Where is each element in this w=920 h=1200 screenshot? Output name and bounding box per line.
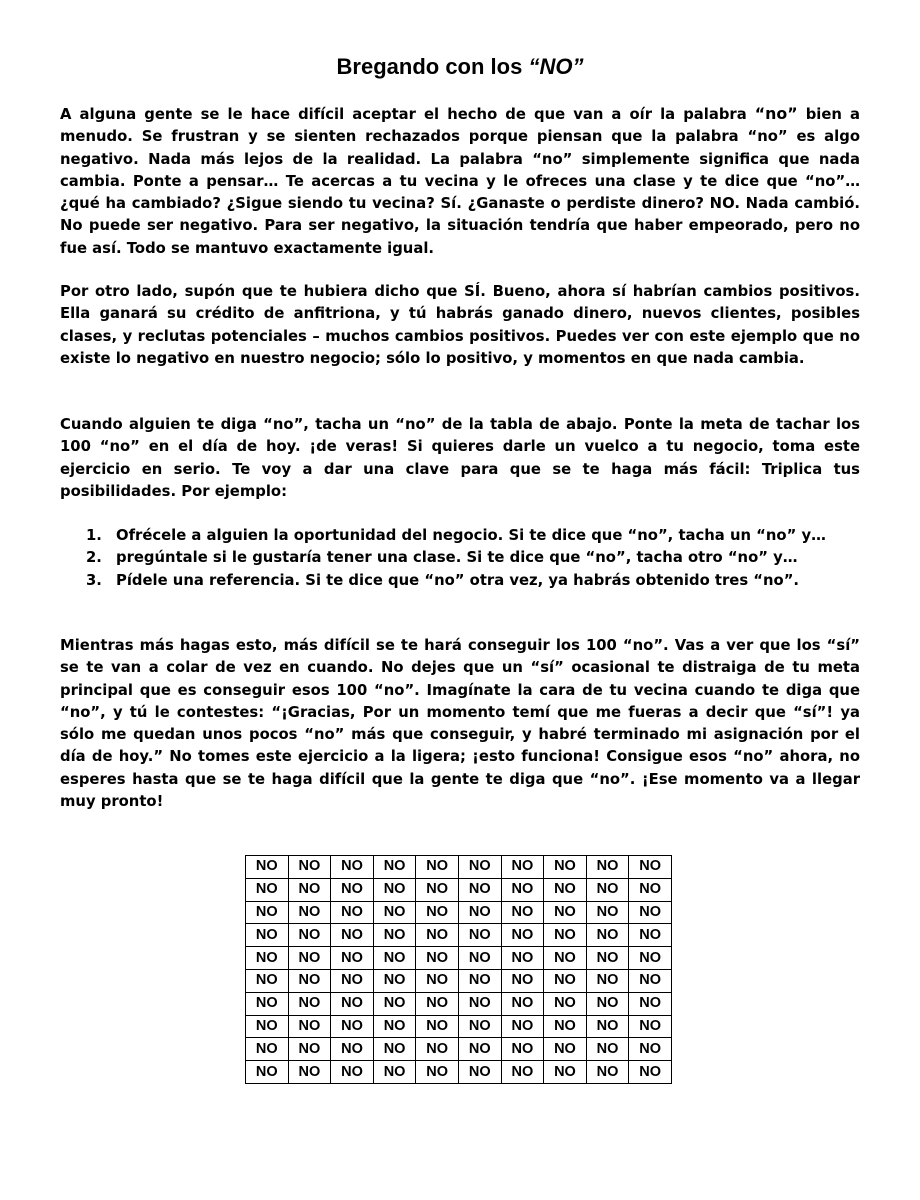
step-number: 2. (86, 549, 102, 567)
step-number: 3. (86, 571, 102, 589)
no-cell: NO (544, 947, 587, 970)
no-cell: NO (416, 856, 459, 879)
no-cell: NO (501, 992, 544, 1015)
no-cell: NO (458, 992, 501, 1015)
no-cell: NO (586, 969, 629, 992)
table-row (246, 901, 672, 924)
no-cell: NO (629, 1061, 672, 1084)
no-cell: NO (373, 969, 416, 992)
no-cell: NO (586, 1038, 629, 1061)
no-cell: NO (246, 947, 289, 970)
no-cell: NO (416, 878, 459, 901)
no-cell: NO (331, 1038, 374, 1061)
no-cell: NO (458, 947, 501, 970)
no-cell: NO (501, 969, 544, 992)
no-cell: NO (331, 856, 374, 879)
no-cell: NO (246, 1061, 289, 1084)
no-cell: NO (544, 878, 587, 901)
no-cell: NO (501, 878, 544, 901)
no-cell: NO (416, 969, 459, 992)
no-cell: NO (288, 947, 331, 970)
no-cell: NO (586, 924, 629, 947)
no-cell: NO (373, 901, 416, 924)
paragraph-intro (60, 103, 860, 260)
no-cell: NO (458, 901, 501, 924)
no-cell: NO (246, 901, 289, 924)
table-row (246, 947, 672, 970)
step-text: pregúntale si le gustaría tener una clase. Si te dice que “no”, tacha otro “no” y… (116, 549, 798, 567)
no-cell: NO (586, 856, 629, 879)
no-cell: NO (416, 924, 459, 947)
no-cell: NO (373, 1038, 416, 1061)
no-cell: NO (501, 947, 544, 970)
no-cell: NO (416, 992, 459, 1015)
no-cell: NO (544, 924, 587, 947)
no-cell: NO (288, 924, 331, 947)
table-row (246, 1015, 672, 1038)
no-cell: NO (288, 856, 331, 879)
no-cell: NO (629, 1038, 672, 1061)
no-cell: NO (246, 1015, 289, 1038)
no-cell: NO (331, 901, 374, 924)
paragraph-intro-start: A alguna gente se le hace difícil aceptar el hecho de que van a oír la palabra (60, 106, 755, 123)
no-cell: NO (501, 1015, 544, 1038)
list-item (86, 570, 860, 592)
no-cell: NO (586, 947, 629, 970)
no-cell: NO (544, 856, 587, 879)
no-cell: NO (246, 878, 289, 901)
no-cell: NO (331, 992, 374, 1015)
document-title (0, 53, 920, 81)
no-cell: NO (629, 969, 672, 992)
no-cell: NO (416, 901, 459, 924)
no-cell: NO (629, 878, 672, 901)
no-cell: NO (629, 992, 672, 1015)
no-cell: NO (246, 1038, 289, 1061)
table-row (246, 924, 672, 947)
title-emphasis: “NO” (528, 54, 584, 79)
no-cell: NO (331, 878, 374, 901)
no-cell: NO (373, 947, 416, 970)
no-cell: NO (288, 969, 331, 992)
table-row (246, 856, 672, 879)
no-cell: NO (458, 1038, 501, 1061)
no-cell: NO (246, 969, 289, 992)
no-cell: NO (458, 1015, 501, 1038)
no-cell: NO (331, 1061, 374, 1084)
no-cell: NO (288, 901, 331, 924)
title-text: Bregando con los (336, 54, 529, 79)
no-cell: NO (501, 856, 544, 879)
no-cell: NO (416, 1061, 459, 1084)
no-cell: NO (586, 1061, 629, 1084)
paragraph-instructions: Cuando alguien te diga “no”, tacha un “no” de la tabla de abajo. Ponte la meta de tachar los 100 “no” en el día de hoy. ¡de veras! Si quieres darle un vuelco a tu negocio, toma este ejercicio en serio. Te voy a dar una clave para que se te haga más fácil: Triplica tus posibilidades. Por ejemplo: (60, 416, 860, 500)
no-cell: NO (416, 1015, 459, 1038)
no-cell: NO (373, 1015, 416, 1038)
no-cell: NO (458, 878, 501, 901)
table-row (246, 969, 672, 992)
no-cell: NO (629, 901, 672, 924)
paragraph-intro-rest: bien a menudo. Se frustran y se sienten rechazados porque piensan que la palabra “no” es algo negativo. Nada más lejos de la realidad. La palabra “no” simplemente significa que nada cambia. Ponte a pensar… Te acercas a tu vecina y le ofreces una clase y te dice que “no”… ¿qué ha cambiado? ¿Sigue siendo tu vecina? Sí. ¿Ganaste o perdiste dinero? NO. Nada cambió. No puede ser negativo. Para ser negativo, la situación tendría que haber empeorado, pero no fue así. Todo se mantuvo exactamente igual. (60, 106, 860, 257)
no-cell: NO (331, 947, 374, 970)
no-cell: NO (331, 924, 374, 947)
no-cell: NO (373, 856, 416, 879)
paragraph-closing: Mientras más hagas esto, más difícil se te hará conseguir los 100 “no”. Vas a ver que los “sí” se te van a colar de vez en cuando. No dejes que un “sí” ocasional te distraiga de tu meta principal que es conseguir esos 100 “no”. Imagínate la cara de tu vecina cuando te diga que “no”, y tú le contestes: “¡Gracias, Por un momento temí que me fueras a decir que “sí”! ya sólo me quedan unos pocos “no” más que conseguir, y habré terminado mi asignación por el día de hoy.” No tomes este ejercicio a la ligera; ¡esto funciona! Consigue esos “no” ahora, no esperes hasta que se te haga difícil que la gente te diga que “no”. ¡Ese momento va a llegar muy pronto! (60, 637, 860, 811)
no-cell: NO (458, 1061, 501, 1084)
list-item (86, 525, 860, 547)
no-cell: NO (373, 1061, 416, 1084)
no-cell: NO (629, 856, 672, 879)
no-cell: NO (629, 924, 672, 947)
no-cell: NO (586, 901, 629, 924)
no-cell: NO (586, 1015, 629, 1038)
steps-list (86, 525, 860, 592)
no-cell: NO (458, 969, 501, 992)
no-cell: NO (544, 901, 587, 924)
no-cell: NO (246, 924, 289, 947)
no-cell: NO (458, 924, 501, 947)
no-cell: NO (288, 1015, 331, 1038)
no-cell: NO (629, 947, 672, 970)
no-cell: NO (458, 856, 501, 879)
no-cell: NO (501, 1061, 544, 1084)
no-cell: NO (501, 1038, 544, 1061)
table-row (246, 992, 672, 1015)
no-cell: NO (544, 1061, 587, 1084)
no-cell: NO (416, 947, 459, 970)
no-cell: NO (544, 1015, 587, 1038)
paragraph-positive-changes: Por otro lado, supón que te hubiera dicho que SÍ. Bueno, ahora sí habrían cambios positivos. Ella ganará su crédito de anfitriona, y tú habrás ganado dinero, nuevos clientes, posibles clases, y reclutas potenciales – muchos cambios positivos. Puedes ver con este ejemplo que no existe lo negativo en nuestro negocio; sólo lo positivo, y momentos en que nada cambia. (60, 283, 860, 367)
no-cell: NO (544, 1038, 587, 1061)
no-cell: NO (416, 1038, 459, 1061)
no-cell: NO (331, 969, 374, 992)
no-cell: NO (501, 901, 544, 924)
no-cell: NO (246, 992, 289, 1015)
no-cell: NO (586, 992, 629, 1015)
no-cell: NO (501, 924, 544, 947)
step-number: 1. (86, 527, 102, 544)
no-cell: NO (331, 1015, 374, 1038)
table-row (246, 878, 672, 901)
no-cell: NO (288, 992, 331, 1015)
list-item (86, 547, 860, 569)
step-text: Pídele una referencia. Si te dice que “no” otra vez, ya habrás obtenido tres “no”. (116, 571, 800, 589)
no-cell: NO (629, 1015, 672, 1038)
no-cell: NO (373, 924, 416, 947)
no-cell: NO (373, 878, 416, 901)
no-cell: NO (288, 1061, 331, 1084)
no-cell: NO (373, 992, 416, 1015)
table-row (246, 1061, 672, 1084)
highlighted-no: “no” (754, 104, 798, 123)
no-tally-table (245, 855, 672, 1084)
no-cell: NO (544, 992, 587, 1015)
no-cell: NO (544, 969, 587, 992)
table-row (246, 1038, 672, 1061)
no-cell: NO (246, 856, 289, 879)
step-text: Ofrécele a alguien la oportunidad del negocio. Si te dice que “no”, tacha un “no” y… (116, 527, 826, 544)
no-cell: NO (586, 878, 629, 901)
no-cell: NO (288, 878, 331, 901)
no-cell: NO (288, 1038, 331, 1061)
